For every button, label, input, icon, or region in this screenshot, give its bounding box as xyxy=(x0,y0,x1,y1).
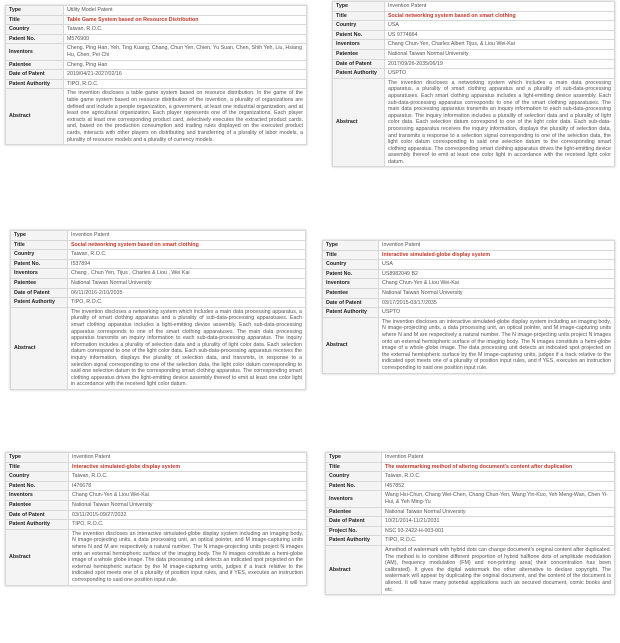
patent-abstract: The invention discloses a networking system which includes a main data processing apparatus, a plurality of smart clothing apparatus and a plurality of sub-data-processing apparatuses. Each smart clothing apparatus includes a light-emitting device assembly. Each sub-data-processing apparatus corresponds to one of the smart clothing apparatuses. The main data processing apparatus transmits an inquiry information to each sub-data-processing apparatus. The inquiry information includes a plurality of selection data and a plurality of light color data. Each selection datum correspond to one of the light color data. Each sub-data-processing apparatus receives the inquiry information, displays the plurality of selection data, and transmits, in response to a selection signal corresponding to one of the selection data, the light color datum corresponding to said one selection datum to the corresponding smart clothing apparatus. The corresponding smart clothing apparatus drives the light-emitting device assembly thereof to emit at least one color light in accordance with the received light color datum. xyxy=(68,307,306,389)
row-title: Title Interactive simulated-globe display system xyxy=(323,250,615,260)
row-type: Type Invention Patent xyxy=(11,231,306,241)
row-abstract: Abstract The invention discloses an interactive simulated-globe display system including an imaging body, N image-projecting units, a data processing unit, an optical pointer, and M image-capturing units where N and M are respectively a natural number. The N image-projecting units project N images onto an external hemispheric surface of the imaging body. The N images constitute a hemi-globe image of a whole globe image. The data processing unit detects an indicated spot projected on the external hemispheric surface by the M image-capturing units, judges if a track relative to the indicated spot meets one of a plurality of position input rules, and if YES, executes an instruction corresponding to said one position input rule. xyxy=(6,529,307,585)
row-patentee: Patentee National Taiwan Normal University xyxy=(11,278,306,288)
patent-title: Social networking system based on smart clothing xyxy=(385,11,615,21)
patent-card-2 xyxy=(332,1,615,167)
patent-abstract: The invention discloses an interactive simulated-globe display system including an imaging body, N image-projecting units, a data processing unit, an optical pointer, and M image-capturing units where N and M are respectively a natural number. The N image-projecting units project N images onto an external hemispheric surface of the imaging body. The N images constitute a hemi-globe image of a whole globe image. The data processing unit detects an indicated spot projected on the external hemispheric surface by the M image-capturing units, judges if a track relative to the indicated spot meets one of a plurality of position input rules, and if YES, executes an instruction corresponding to said one position input rule. xyxy=(379,317,615,373)
row-inventors: Inventors Chang Chun-Yen & Liou Wei-Kai xyxy=(323,279,615,289)
patent-table xyxy=(325,452,615,595)
row-authority: Patent Authority USPTO xyxy=(323,308,615,318)
row-inventors: Inventors Cheng, Ping Han, Yeh, Ting Kuang, Chang, Chun Yen, Chien, Yu Suan, Chen, Shih Yeh, Liu, Hsiang Hu, Chen, Pei Chi xyxy=(6,44,307,60)
patent-title: The watermarking method of altering document's content after duplication xyxy=(382,462,615,472)
row-title: Title Social networking system based on smart clothing xyxy=(11,240,306,250)
row-abstract: Abstract The invention discloses a table game system based on resource distribution. In the game of the table game system based on resource distribution of the invention, a plurality of organizations are defined and include a people organization, a government, at least one industrial organization, and at least one agricultural organization. Each player represents one of the organizations. Each player extracts at least one corresponding product card, selectively executes the extracted product cards, and, based on the production consumption and trading rules displayed on the executed product cards, interacts with other players on distributing and transferring of a plurality of labor models, a plurality of resource models and a plurality of currency models. xyxy=(6,89,307,145)
patent-abstract: The invention discloses a networking system which includes a main data processing apparatus, a plurality of smart clothing apparatus and a plurality of sub-data-processing apparatuses. Each smart clothing apparatus includes a light-emitting device assembly. Each sub-data-processing apparatus corresponds to one of the smart clothing apparatuses. The main data processing apparatus transmits an inquiry information to each sub-data-processing apparatus. The inquiry information includes a plurality of selection data and a plurality of light color data. Each selection datum correspond to one of the light color data. Each sub-data-processing apparatus receives the inquiry information, displays the plurality of selection data, and transmits a response to a selection signal corresponding to one of the selection data, the light color datum corresponding to said one selection datum to the corresponding smart clothing apparatus. The corresponding smart clothing apparatus drives the light-emitting device assembly thereof to emit at least one color light in accordance with the received light color datum. xyxy=(385,78,615,167)
patent-table xyxy=(5,452,307,586)
row-title: Title Table Game System based on Resource Distribution xyxy=(6,15,307,25)
row-date: Date of Patent 10/21/2014-11/21/2031 xyxy=(326,517,615,527)
patent-table xyxy=(10,230,306,390)
row-country: Country USA xyxy=(323,260,615,270)
row-patentee: Patentee National Taiwan Normal University xyxy=(333,49,615,59)
patent-card-6 xyxy=(325,452,615,595)
patent-abstract: The invention discloses an interactive simulated-globe display system including an imaging body, N image-projecting units, a data processing unit, an optical pointer, and M image-capturing units where N and M are respectively a natural number. The N image-projecting units project N images onto an external hemispheric surface of the imaging body. The N images constitute a hemi-globe image of a whole globe image. The data processing unit detects an indicated spot projected on the external hemispheric surface by the M image-capturing units, judges if a track relative to the indicated spot meets one of a plurality of position input rules, and if YES, executes an instruction corresponding to said one position input rule. xyxy=(69,529,307,585)
patent-title: Table Game System based on Resource Distribution xyxy=(64,15,307,25)
row-date: Date of Patent 06/11/2016-2/10/2035 xyxy=(11,288,306,298)
row-type: Type Invention Patent xyxy=(333,2,615,12)
row-abstract: Abstract The invention discloses an interactive simulated-globe display system including an imaging body, N image-projecting units, a data processing unit, an optical pointer, and M image-capturing units where N and M are respectively a natural number. The N image-projecting units project N images onto an external hemispheric surface of the imaging body. The N images constitute a hemi-globe image of a whole globe image. The data processing unit detects an indicated spot projected on the external hemispheric surface by the M image-capturing units, judges if a track relative to the indicated spot meets one of a plurality of position input rules, and if YES, executes an instruction corresponding to said one position input rule. xyxy=(323,317,615,373)
patent-title: Interactive simulated-globe display system xyxy=(379,250,615,260)
row-inventors: Inventors Chang Chun-Yen & Liou Wei-Kai xyxy=(6,491,307,501)
patent-table xyxy=(322,240,615,374)
row-abstract: Abstract The invention discloses a networking system which includes a main data processing apparatus, a plurality of smart clothing apparatus and a plurality of sub-data-processing apparatuses. Each smart clothing apparatus includes a light-emitting device assembly. Each sub-data-processing apparatus corresponds to one of the smart clothing apparatuses. The main data processing apparatus transmits an inquiry information to each sub-data-processing apparatus. The inquiry information includes a plurality of selection data and a plurality of light color data. Each selection datum correspond to one of the light color data. Each sub-data-processing apparatus receives the inquiry information, displays the plurality of selection data, and transmits, in response to a selection signal corresponding to one of the selection data, the light color datum corresponding to said one selection datum to the corresponding smart clothing apparatus. The corresponding smart clothing apparatus drives the light-emitting device assembly thereof to emit at least one color light in accordance with the received light color datum. xyxy=(11,307,306,389)
patent-card-5 xyxy=(5,452,307,586)
row-authority: Patent Authority TIPO, R.O.C. xyxy=(6,520,307,530)
row-patentee: Patentee Cheng, Ping Han xyxy=(6,60,307,70)
row-patent-no: Patent No. US8982049 B2 xyxy=(323,269,615,279)
row-patent-no: Patent No. I476678 xyxy=(6,481,307,491)
row-inventors: Inventors Chang Chun-Yen, Charles Albert Tijus, & Liou Wei-Kai xyxy=(333,40,615,50)
patent-table xyxy=(332,1,615,167)
patent-title: Interactive simulated-globe display system xyxy=(69,462,307,472)
patent-card-3 xyxy=(10,230,306,390)
row-patentee: Patentee National Taiwan Normal University xyxy=(6,500,307,510)
row-type: Type Invention Patent xyxy=(6,453,307,463)
patent-card-1 xyxy=(5,5,307,145)
patent-table xyxy=(5,5,307,145)
patent-title: Social networking system based on smart clothing xyxy=(68,240,306,250)
row-patent-no: Patent No. I537894 xyxy=(11,259,306,269)
row-title: Title Social networking system based on smart clothing xyxy=(333,11,615,21)
patent-abstract: The invention discloses a table game system based on resource distribution. In the game of the table game system based on resource distribution of the invention, a plurality of organizations are defined and include a people organization, a government, at least one industrial organization, and at least one agricultural organization. Each player represents one of the organizations. Each player extracts at least one corresponding product card, selectively executes the extracted product cards, and, based on the production consumption and trading rules displayed on the executed product cards, interacts with other players on distributing and transferring of a plurality of labor models, a plurality of resource models and a plurality of currency models. xyxy=(64,89,307,145)
row-date: Date of Patent 03/11/2015-09/27/2032 xyxy=(6,510,307,520)
row-inventors: Inventors Wang Hsi-Chun, Chang Wei-Chen, Chang Chun-Yen, Wang Yin-Kuo, Yeh Meng-Wan, Chen Yi-Hui, & Yeh Ming-Yu xyxy=(326,491,615,507)
patent-abstract: Amethod of watermark with hybrid dots can change document's original content after duplicated. The method is to combine different proportion of hybrid halftone dots of amplitude modulation (AM), frequency modulation (FM) and non-printing area( their concentration has been calibrated). It gives the digital watermark the other alternative to declare copyright. The watermark will appear by duplicating the original document, and the content of the document is altered. It will have many potential applications such as secured document, comic books and etc. xyxy=(382,545,615,594)
row-project-no: Project No. NSC 93-2422-H-003-001 xyxy=(326,526,615,536)
row-abstract: Abstract The invention discloses a networking system which includes a main data processing apparatus, a plurality of smart clothing apparatus and a plurality of sub-data-processing apparatuses. Each smart clothing apparatus includes a light-emitting device assembly. Each sub-data-processing apparatus corresponds to one of the smart clothing apparatuses. The main data processing apparatus transmits an inquiry information to each sub-data-processing apparatus. The inquiry information includes a plurality of selection data and a plurality of light color data. Each selection datum correspond to one of the light color data. Each sub-data-processing apparatus receives the inquiry information, displays the plurality of selection data, and transmits a response to a selection signal corresponding to one of the selection data, the light color datum corresponding to said one selection datum to the corresponding smart clothing apparatus. The corresponding smart clothing apparatus drives the light-emitting device assembly thereof to emit at least one color light in accordance with the received light color datum. xyxy=(333,78,615,167)
row-patentee: Patentee National Taiwan Normal University xyxy=(323,288,615,298)
row-country: Country Taiwan, R.O.C. xyxy=(326,472,615,482)
row-patent-no: Patent No. US 9774664 xyxy=(333,30,615,40)
row-patentee: Patentee National Taiwan Normal University xyxy=(326,507,615,517)
row-patent-no: Patent No. M576900 xyxy=(6,34,307,44)
row-type: Type Invention Patent xyxy=(326,453,615,463)
row-authority: Patent Authority USPTO xyxy=(333,69,615,79)
row-date: Date of Patent 2017/09/26-2035/06/19 xyxy=(333,59,615,69)
row-authority: Patent Authority TIPO, R.O.C. xyxy=(11,298,306,308)
row-abstract: Abstract Amethod of watermark with hybrid dots can change document's original content after duplicated. The method is to combine different proportion of hybrid halftone dots of amplitude modulation (AM), frequency modulation (FM) and non-printing area( their concentration has been calibrated). It gives the digital watermark the other alternative to declare copyright. The watermark will appear by duplicating the original document, and the content of the document is altered. It will have many potential applications such as secured document, comic books and etc. xyxy=(326,545,615,594)
patent-card-4 xyxy=(322,240,615,374)
row-inventors: Inventors Chang , Chun Yen, Tijus , Charles & Liou , Wei Kai xyxy=(11,269,306,279)
row-patent-no: Patent No. I457852 xyxy=(326,481,615,491)
row-title: Title The watermarking method of altering document's content after duplication xyxy=(326,462,615,472)
row-authority: Patent Authority TIPO, R.O.C. xyxy=(326,536,615,546)
row-country: Country Taiwan, R.O.C. xyxy=(11,250,306,260)
row-type: Type Utility Model Patent xyxy=(6,6,307,16)
row-country: Country Taiwan, R.O.C. xyxy=(6,472,307,482)
row-country: Country Taiwan, R.O.C. xyxy=(6,25,307,35)
row-date: Date of Patent 03/17/2015-03/17/2035 xyxy=(323,298,615,308)
row-country: Country USA xyxy=(333,21,615,31)
row-date: Date of Patent 2019/04/21-2027/02/16 xyxy=(6,70,307,80)
row-type: Type Invention Patent xyxy=(323,241,615,251)
row-title: Title Interactive simulated-globe display system xyxy=(6,462,307,472)
row-authority: Patent Authority TIPO, R.O.C. xyxy=(6,79,307,89)
